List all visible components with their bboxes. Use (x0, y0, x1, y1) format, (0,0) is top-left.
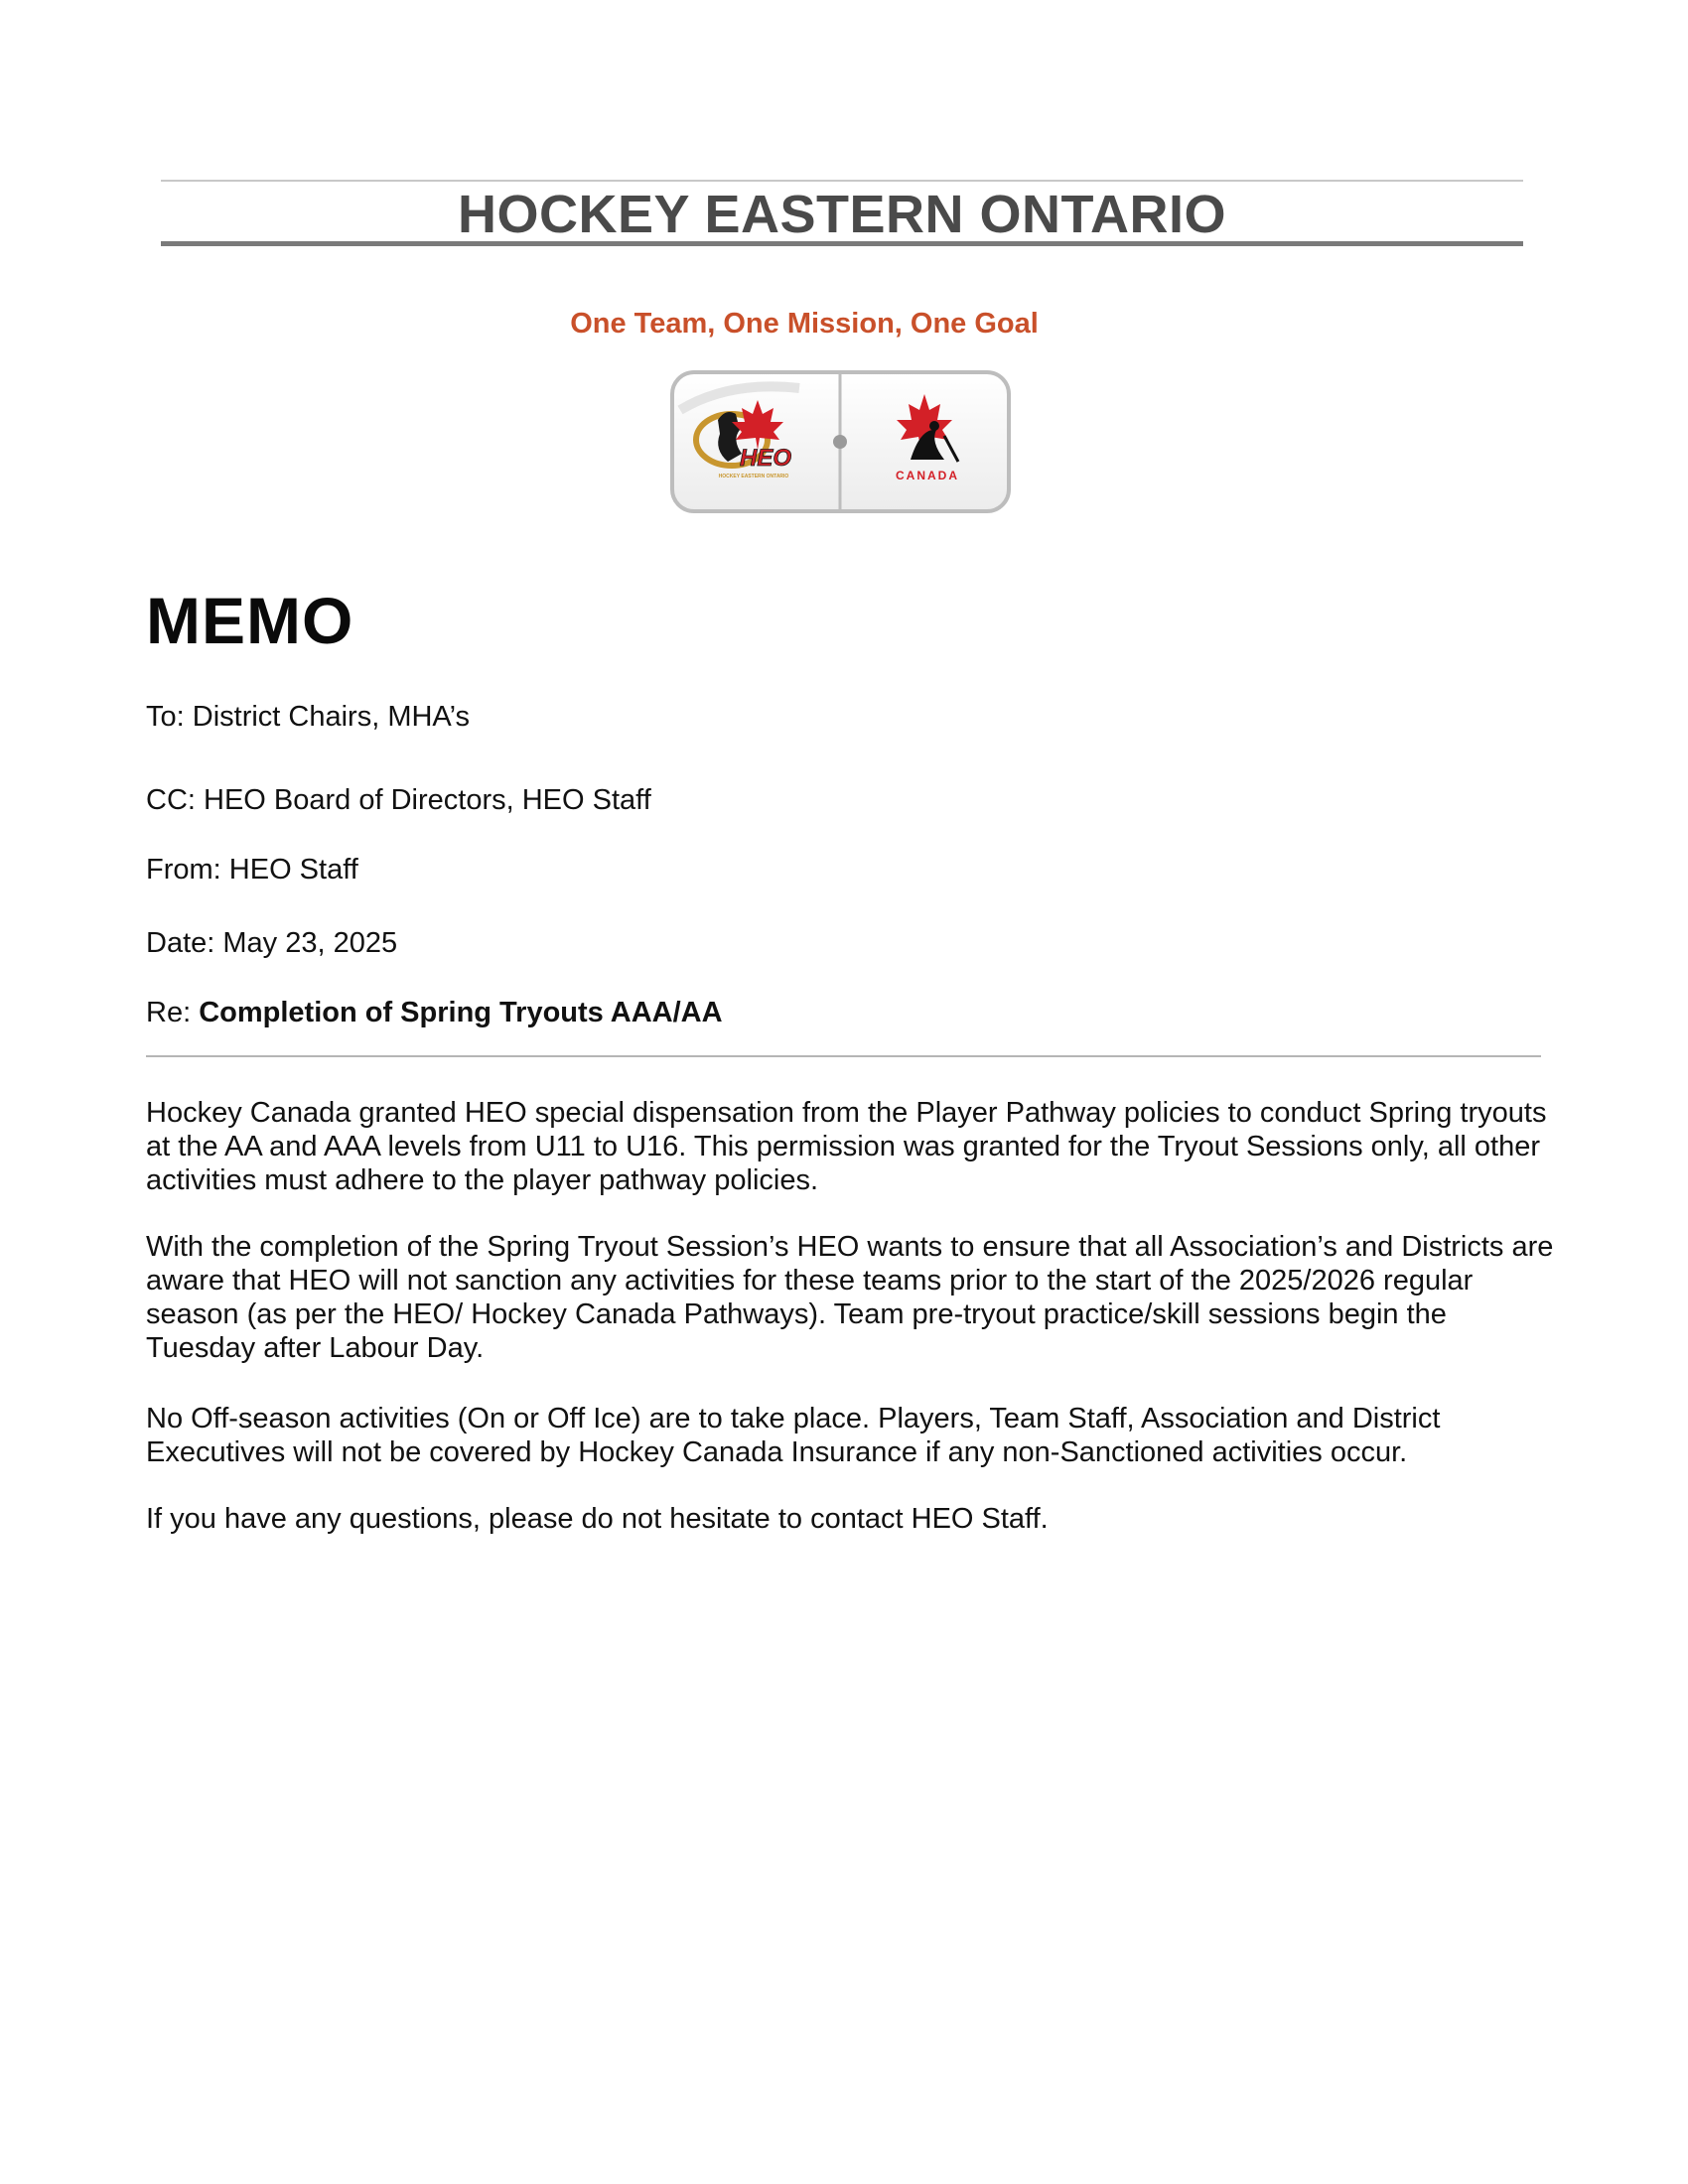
logo-badge (670, 370, 1011, 513)
memo-re-line (146, 993, 723, 1032)
header-divider (146, 1055, 1541, 1057)
tagline: One Team, One Mission, One Goal (570, 308, 1039, 340)
memo-from-line (146, 850, 358, 889)
to-label: To: (146, 701, 185, 733)
date-label: Date: (146, 927, 215, 959)
from-value: HEO Staff (228, 854, 358, 886)
svg-text:HEO: HEO (739, 445, 792, 472)
body-paragraph-2: With the completion of the Spring Tryout Session’s HEO wants to ensure that all Association’s and Districts are aware that HEO will not sanction any activities for these teams prior to the start of the 2025/2026 regular season (as per the HEO/ Hockey Canada Pathways). Team pre-tryout practice/skill sessions begin the Tuesday after Labour Day. (146, 1231, 1554, 1364)
svg-text:HOCKEY EASTERN ONTARIO: HOCKEY EASTERN ONTARIO (718, 474, 789, 479)
to-value: District Chairs, MHA’s (192, 701, 471, 733)
memo-date-line (146, 923, 397, 963)
body-paragraph-4: If you have any questions, please do not hesitate to contact HEO Staff. (146, 1503, 1049, 1535)
re-label: Re: (146, 997, 192, 1028)
body-paragraph-3: No Off-season activities (On or Off Ice) are to take place. Players, Team Staff, Association and District Executives will not be covered by Hockey Canada Insurance if any non-Sanctioned activities occur. (146, 1403, 1441, 1468)
memo-to-line (146, 697, 470, 737)
memo-cc-line (146, 780, 651, 820)
partner-logos (670, 370, 1011, 513)
date-value: May 23, 2025 (222, 927, 398, 959)
from-label: From: (146, 854, 221, 886)
memo-title: MEMO (146, 584, 354, 657)
re-value: Completion of Spring Tryouts AAA/AA (199, 997, 723, 1028)
body-paragraph-1: Hockey Canada granted HEO special dispensation from the Player Pathway policies to conduct Spring tryouts at the AA and AAA levels from U11 to U16. This permission was granted for the Tryout Sessions only, all other activities must adhere to the player pathway policies. (146, 1097, 1547, 1196)
header-underline (161, 241, 1523, 246)
cc-label: CC: (146, 784, 196, 816)
cc-value: HEO Board of Directors, HEO Staff (204, 784, 651, 816)
svg-text:CANADA: CANADA (896, 469, 959, 482)
org-name: HOCKEY EASTERN ONTARIO (457, 185, 1227, 244)
